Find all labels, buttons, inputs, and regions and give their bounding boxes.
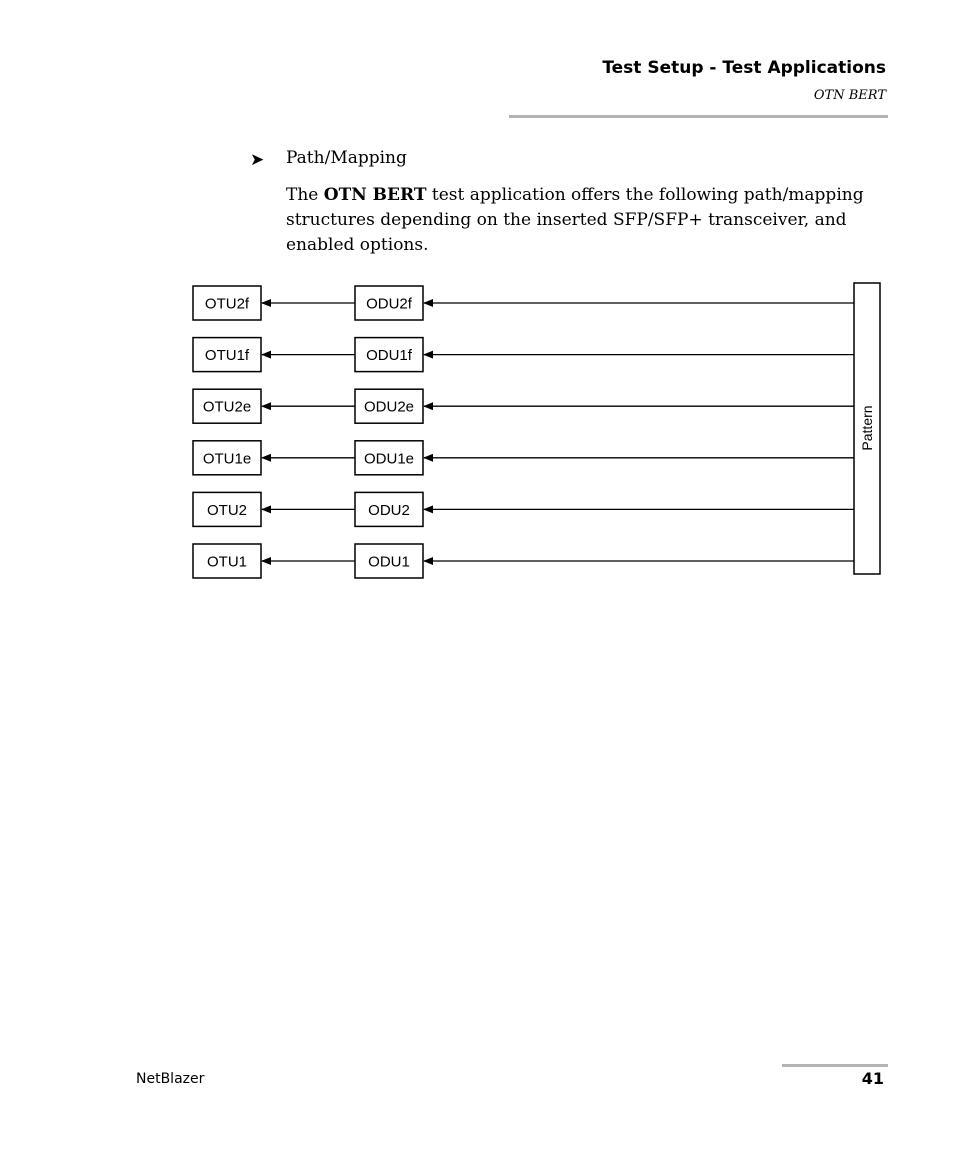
header-title: Test Setup - Test Applications bbox=[602, 58, 886, 78]
odu-label: ODU1 bbox=[368, 553, 410, 571]
otu-label: OTU2 bbox=[206, 501, 248, 519]
otu-label: OTU1 bbox=[206, 553, 248, 571]
otu-label: OTU2e bbox=[202, 398, 252, 416]
odu-label: ODU1f bbox=[366, 347, 412, 365]
paragraph-line-2: structures depending on the inserted SFP/SFP+ transceiver, and bbox=[286, 210, 847, 230]
paragraph-bold-app-name: OTN BERT bbox=[323, 185, 427, 205]
mapping-row bbox=[193, 441, 854, 475]
footer-rule bbox=[782, 1064, 888, 1067]
mapping-row bbox=[193, 389, 854, 423]
odu-label: ODU2e bbox=[363, 398, 415, 416]
arrowhead-bullet-icon: ➤ bbox=[250, 150, 265, 170]
otu-label: OTU2f bbox=[204, 295, 250, 313]
paragraph-line-3: enabled options. bbox=[286, 235, 429, 255]
mapping-row bbox=[193, 544, 854, 578]
odu-label: ODU2 bbox=[368, 501, 410, 519]
otu-label: OTU1e bbox=[202, 450, 252, 468]
pattern-label: Pattern bbox=[859, 405, 875, 451]
mapping-row bbox=[193, 286, 854, 320]
paragraph-text: The bbox=[286, 185, 324, 205]
header-subtitle: OTN BERT bbox=[813, 88, 886, 103]
page-number: 41 bbox=[861, 1069, 884, 1088]
paragraph-text: test application offers the following path/mapping bbox=[426, 185, 864, 205]
bullet-label: Path/Mapping bbox=[286, 148, 407, 168]
mapping-row bbox=[193, 338, 854, 372]
odu-label: ODU1e bbox=[363, 450, 415, 468]
odu-label: ODU2f bbox=[366, 295, 412, 313]
otu-label: OTU1f bbox=[204, 347, 250, 365]
mapping-row bbox=[193, 492, 854, 526]
footer-product: NetBlazer bbox=[136, 1071, 205, 1087]
